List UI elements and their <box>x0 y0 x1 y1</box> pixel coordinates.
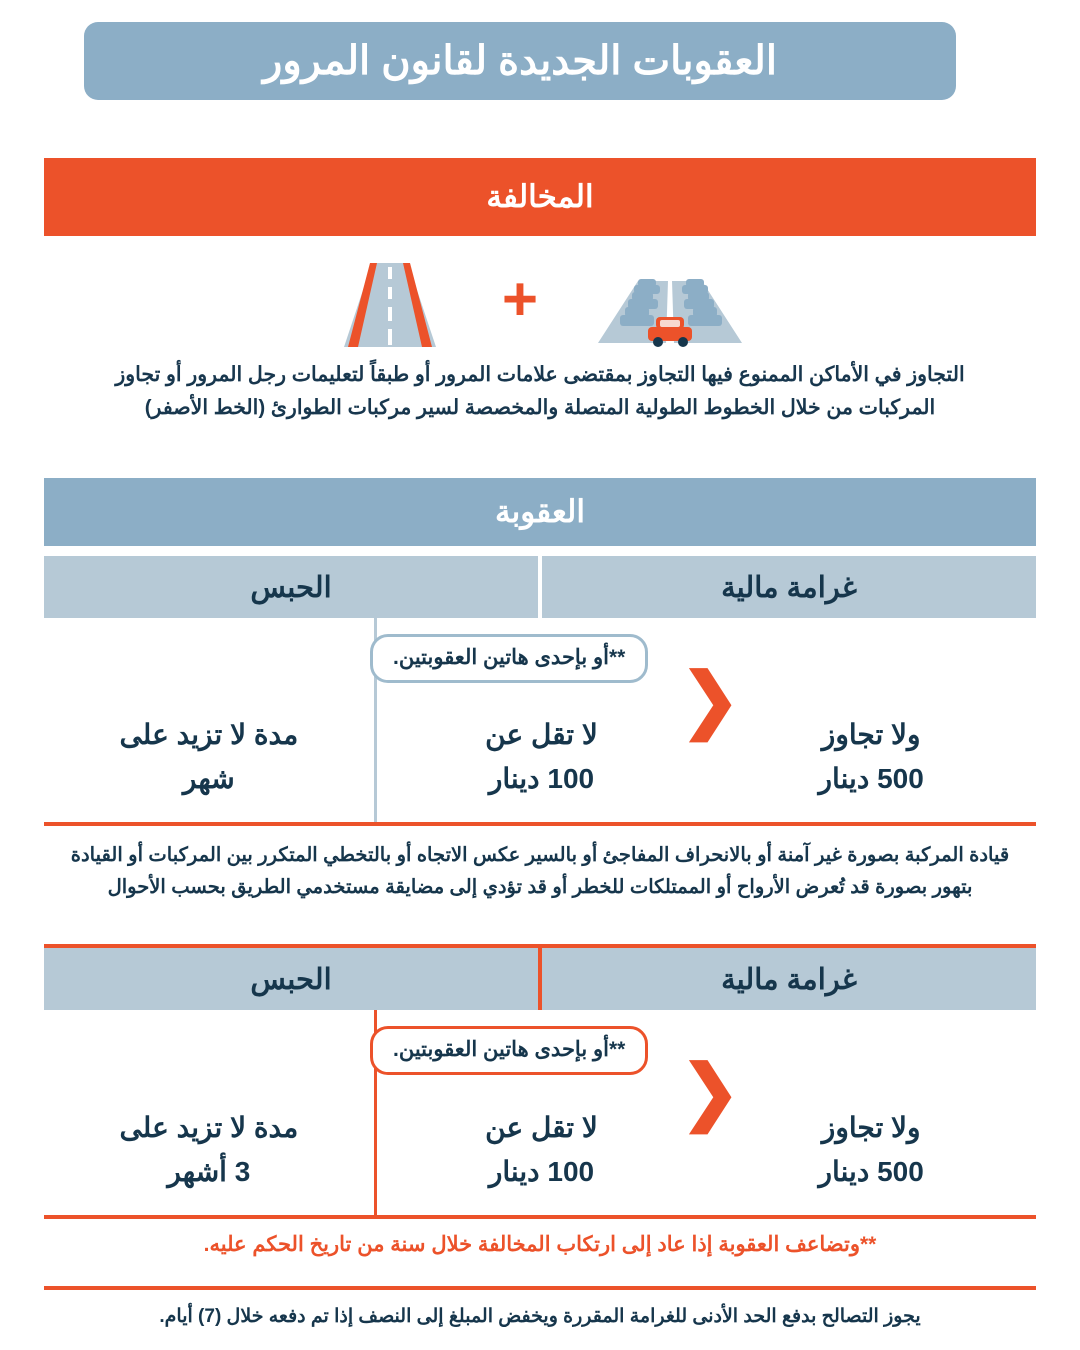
penalty-band-label: العقوبة <box>495 494 585 529</box>
header-fine-1: غرامة مالية <box>721 571 857 604</box>
fine-max-cell-1 <box>706 618 1036 822</box>
divider-3 <box>44 1215 1036 1219</box>
fine-max-line2-2: 500 دينار <box>818 1155 924 1187</box>
plus-icon: + <box>501 265 539 334</box>
violation-block <box>44 236 1036 478</box>
violation-icons-row <box>44 248 1036 358</box>
divider-1 <box>44 822 1036 826</box>
chevron-left-icon-2: ❮ <box>680 1052 741 1132</box>
fine-max-text-1 <box>819 713 924 800</box>
jail-cell-1 <box>44 618 374 822</box>
header-separator-1 <box>538 556 542 618</box>
page-title <box>84 22 956 100</box>
jail-line2-2: 3 أشهر <box>167 1155 251 1187</box>
penalty-band <box>44 478 1036 546</box>
footnote-settlement: يجوز التصالح بدفع الحد الأدنى للغرامة المقررة ويخفض المبلغ إلى النصف إذا تم دفعه خلال (7) أيام. <box>159 1306 921 1327</box>
fine-min-text-1 <box>485 713 598 800</box>
fine-min-line2-2: 100 دينار <box>488 1155 595 1187</box>
middle-description: قيادة المركبة بصورة غير آمنة أو بالانحراف المفاجئ أو بالسير عكس الاتجاه أو بالتخطي المتكرر بين المركبات أو القيادة بتهور بصورة قد تُعرض الأرواح أو الممتلكات للخطر أو قد تؤدي إلى مضايقة مستخدمي الطريق بحسب الأحوال <box>70 844 1010 898</box>
jail-text-1 <box>119 713 298 800</box>
jail-line2-1: شهر <box>182 762 235 794</box>
fine-min-line2-1: 100 دينار <box>488 762 595 794</box>
fine-min-text-2 <box>485 1106 598 1193</box>
chevron-left-icon-1: ❮ <box>680 660 741 740</box>
jail-line1-1: مدة لا تزيد على <box>119 719 299 751</box>
header-fine-2: غرامة مالية <box>721 963 857 996</box>
penalty-header-row-1 <box>44 556 1036 618</box>
fine-max-line1-1: ولا تجاوز <box>821 719 921 751</box>
fine-max-text-2 <box>819 1106 924 1193</box>
divider-4 <box>44 1286 1036 1290</box>
road-lane-icon <box>330 251 450 356</box>
jail-text-2 <box>119 1106 298 1193</box>
fine-max-line1-2: ولا تجاوز <box>821 1112 921 1144</box>
header-separator-2 <box>538 948 542 1010</box>
violation-band <box>44 158 1036 236</box>
fine-min-line1-1: لا تقل عن <box>485 719 598 751</box>
traffic-jam-cars-icon <box>590 251 750 356</box>
header-jail-1: الحبس <box>250 571 332 604</box>
footnote-doubling: **وتضاعف العقوبة إذا عاد إلى ارتكاب المخالفة خلال سنة من تاريخ الحكم عليه. <box>203 1233 877 1256</box>
fine-min-line1-2: لا تقل عن <box>485 1112 598 1144</box>
jail-cell-2 <box>44 1010 374 1215</box>
penalty-note-2: **أو بإحدى هاتين العقوبتين. <box>370 1026 648 1075</box>
violation-description: التجاوز في الأماكن الممنوع فيها التجاوز بمقتضى علامات المرور أو طبقاً لتعليمات رجل المرور أو تجاوز المركبات من خلال الخطوط الطولية المتصلة والمخصصة لسير مركبات الطوارئ (الخط الأصفر) <box>115 363 965 420</box>
header-jail-2: الحبس <box>250 963 332 996</box>
violation-band-label: المخالفة <box>486 179 594 214</box>
page-title-text: العقوبات الجديدة لقانون المرور <box>263 39 777 83</box>
fine-max-line2-1: 500 دينار <box>818 762 924 794</box>
fine-max-cell-2 <box>706 1010 1036 1215</box>
jail-line1-2: مدة لا تزيد على <box>119 1112 299 1144</box>
penalty-header-row-2 <box>44 948 1036 1010</box>
penalty-note-1: **أو بإحدى هاتين العقوبتين. <box>370 634 648 683</box>
